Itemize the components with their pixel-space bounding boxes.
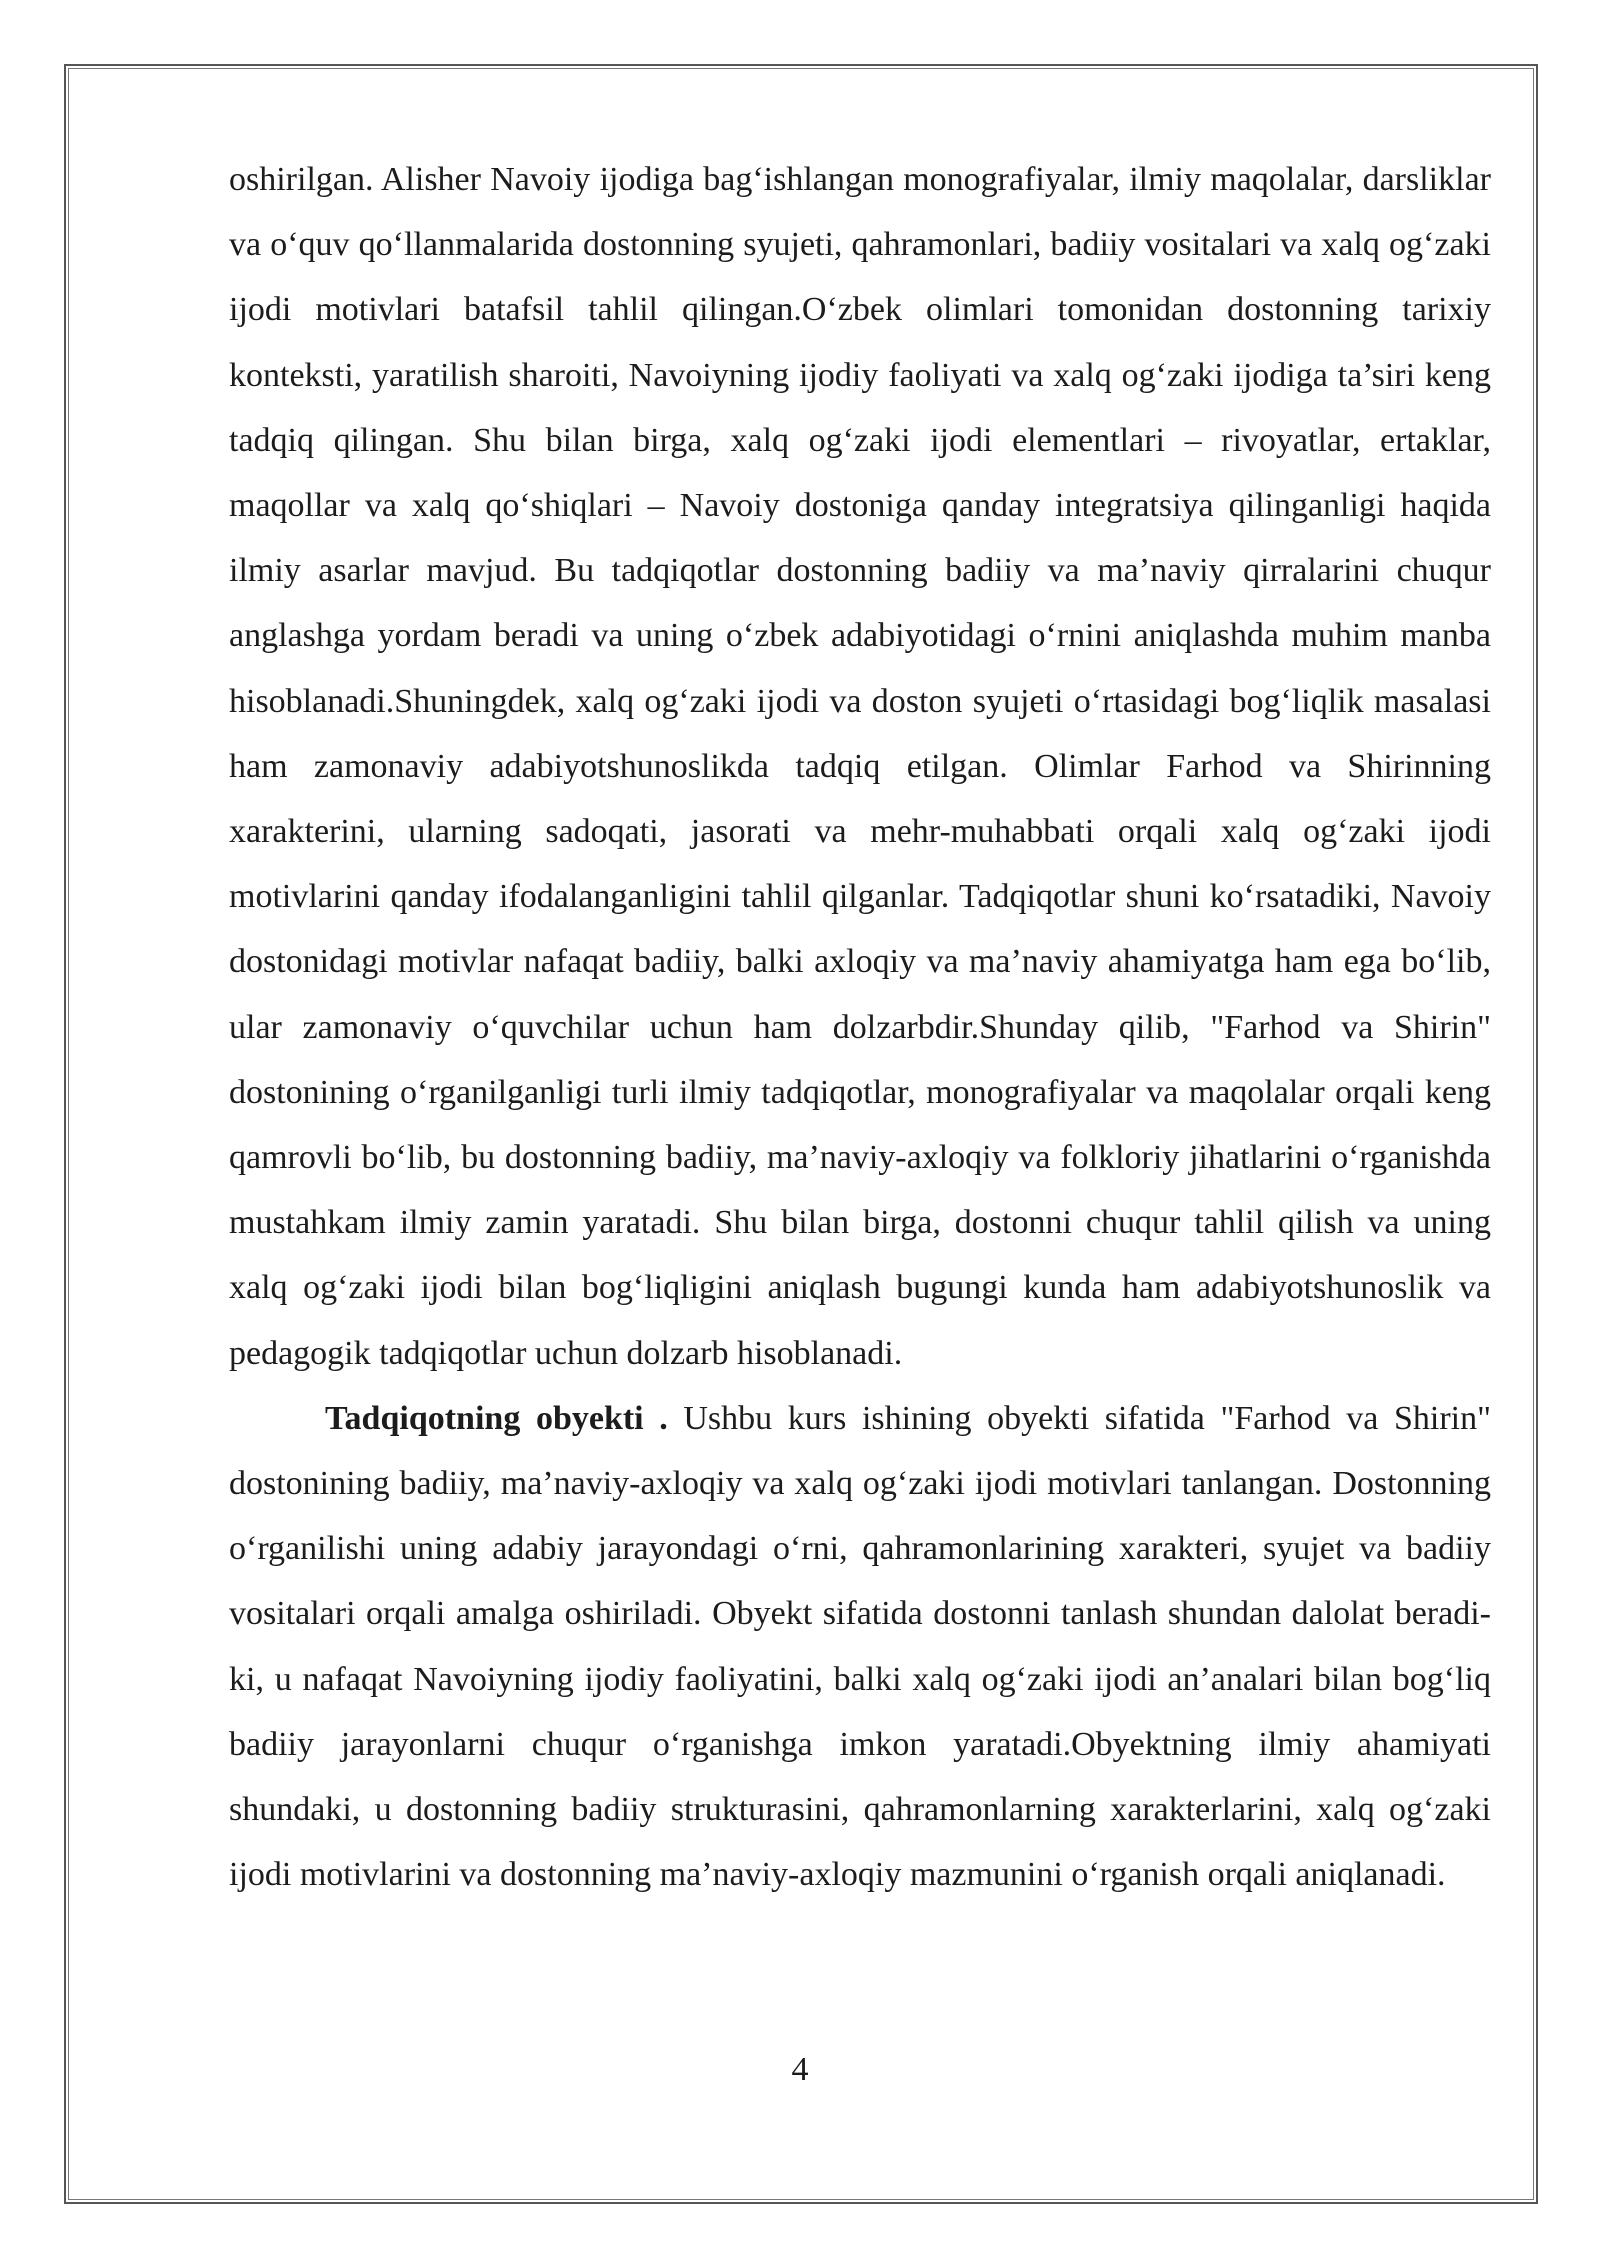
document-body [229,147,1491,1907]
paragraph-research-object [229,1386,1491,1908]
page-number: 4 [791,2051,809,2088]
paragraph-literature-review: oshirilgan. Alisher Navoiy ijodiga bag‘ishlangan monografiyalar, ilmiy maqolalar, darsliklar va o‘quv qo‘llanmalarida dostonning syujeti, qahramonlari, badiiy vositalari va xalq og‘zaki ijodi motivlari batafsil tahlil qilingan.O‘zbek olimlari tomonidan dostonning tarixiy konteksti, yaratilish sharoiti, Navoiyning ijodiy faoliyati va xalq og‘zaki ijodiga ta’siri keng tadqiq qilingan. Shu bilan birga, xalq og‘zaki ijodi elementlari – rivoyatlar, ertaklar, maqollar va xalq qo‘shiqlari – Navoiy dostoniga qanday integratsiya qilinganligi haqida ilmiy asarlar mavjud. Bu tadqiqotlar dostonning badiiy va ma’naviy qirralarini chuqur anglashga yordam beradi va uning o‘zbek adabiyotidagi o‘rnini aniqlashda muhim manba hisoblanadi.Shuningdek, xalq og‘zaki ijodi va doston syujeti o‘rtasidagi bog‘liqlik masalasi ham zamonaviy adabiyotshunoslikda tadqiq etilgan. Olimlar Farhod va Shirinning xarakterini, ularning sadoqati, jasorati va mehr-muhabbati orqali xalq og‘zaki ijodi motivlarini qanday ifodalanganligini tahlil qilganlar. Tadqiqotlar shuni ko‘rsatadiki, Navoiy dostonidagi motivlar nafaqat badiiy, balki axloqiy va ma’naviy ahamiyatga ham ega bo‘lib, ular zamonaviy o‘quvchilar uchun ham dolzarbdir.Shunday qilib, "Farhod va Shirin" dostonining o‘rganilganligi turli ilmiy tadqiqotlar, monografiyalar va maqolalar orqali keng qamrovli bo‘lib, bu dostonning badiiy, ma’naviy-axloqiy va folkloriy jihatlarini o‘rganishda mustahkam ilmiy zamin yaratadi. Shu bilan birga, dostonni chuqur tahlil qilish va uning xalq og‘zaki ijodi bilan bog‘liqligini aniqlash bugungi kunda ham adabiyotshunoslik va pedagogik tadqiqotlar uchun dolzarb hisoblanadi. [229,161,1491,1372]
paragraph-research-object-text: Ushbu kurs ishining obyekti sifatida "Farhod va Shirin" dostonining badiiy, ma’naviy-axloqiy va xalq og‘zaki ijodi motivlari tanlangan. Dostonning o‘rganilishi uning adabiy jarayondagi o‘rni, qahramonlarining xarakteri, syujet va badiiy vositalari orqali amalga oshiriladi. Obyekt sifatida dostonni tanlash shundan dalolat beradi-ki, u nafaqat Navoiyning ijodiy faoliyatini, balki xalq og‘zaki ijodi an’analari bilan bog‘liq badiiy jarayonlarni chuqur o‘rganishga imkon yaratadi.Obyektning ilmiy ahamiyati shundaki, u dostonning badiiy strukturasini, qahramonlarning xarakterlarini, xalq og‘zaki ijodi motivlarini va dostonning ma’naviy-axloqiy mazmunini o‘rganish orqali aniqlanadi. [229,1399,1491,1894]
section-heading-research-object: Tadqiqotning obyekti . [325,1399,668,1437]
